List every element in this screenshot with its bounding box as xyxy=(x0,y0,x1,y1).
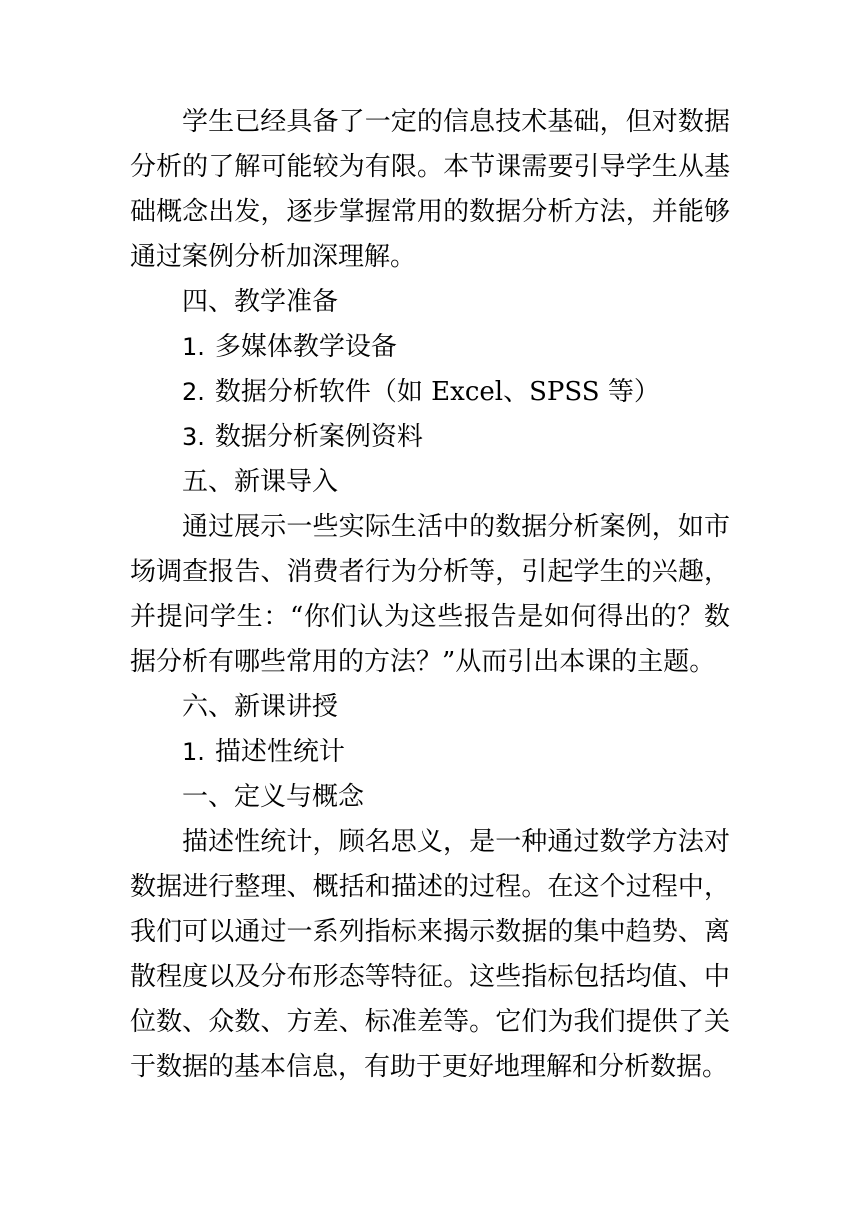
section-heading-teaching-prep: 四、教学准备 xyxy=(182,287,339,317)
subsection-title: 描述性统计 xyxy=(214,737,345,767)
list-item-number: 2. xyxy=(182,378,205,406)
list-item-number: 1. xyxy=(182,333,205,361)
paragraph-definition: 描述性统计，顾名思义，是一种通过数学方法对数据进行整理、概括和描述的过程。在这个过程中，我们可以通过一系列指标来揭示数据的集中趋势、离散程度以及分布形态等特征。这些指标包括均值、中位数、众数、方差、标准差等。它们为我们提供了关于数据的基本信息，有助于更好地理解和分析数据。 xyxy=(130,827,730,1082)
list-item-text: 多媒体教学设备 xyxy=(214,332,397,362)
list-item-number: 3. xyxy=(182,423,205,451)
section-heading-new-lesson: 六、新课讲授 xyxy=(182,692,339,722)
list-item-text: 数据分析软件（如 Excel、SPSS 等） xyxy=(214,377,660,407)
subsection-number: 1. xyxy=(182,738,205,766)
list-item xyxy=(130,325,730,370)
document-page xyxy=(130,100,730,1090)
section-heading-lesson-intro: 五、新课导入 xyxy=(182,467,339,497)
list-item xyxy=(130,370,730,415)
list-item xyxy=(130,415,730,460)
paragraph-lesson-intro: 通过展示一些实际生活中的数据分析案例，如市场调查报告、消费者行为分析等，引起学生的兴趣，并提问学生：“你们认为这些报告是如何得出的？数据分析有哪些常用的方法？”从而引出本课的主题。 xyxy=(130,512,730,677)
subsection-heading xyxy=(130,730,730,775)
paragraph-student-background: 学生已经具备了一定的信息技术基础，但对数据分析的了解可能较为有限。本节课需要引导学生从基础概念出发，逐步掌握常用的数据分析方法，并能够通过案例分析加深理解。 xyxy=(130,107,730,272)
list-item-text: 数据分析案例资料 xyxy=(214,422,423,452)
subsubsection-heading-definition: 一、定义与概念 xyxy=(182,782,365,812)
